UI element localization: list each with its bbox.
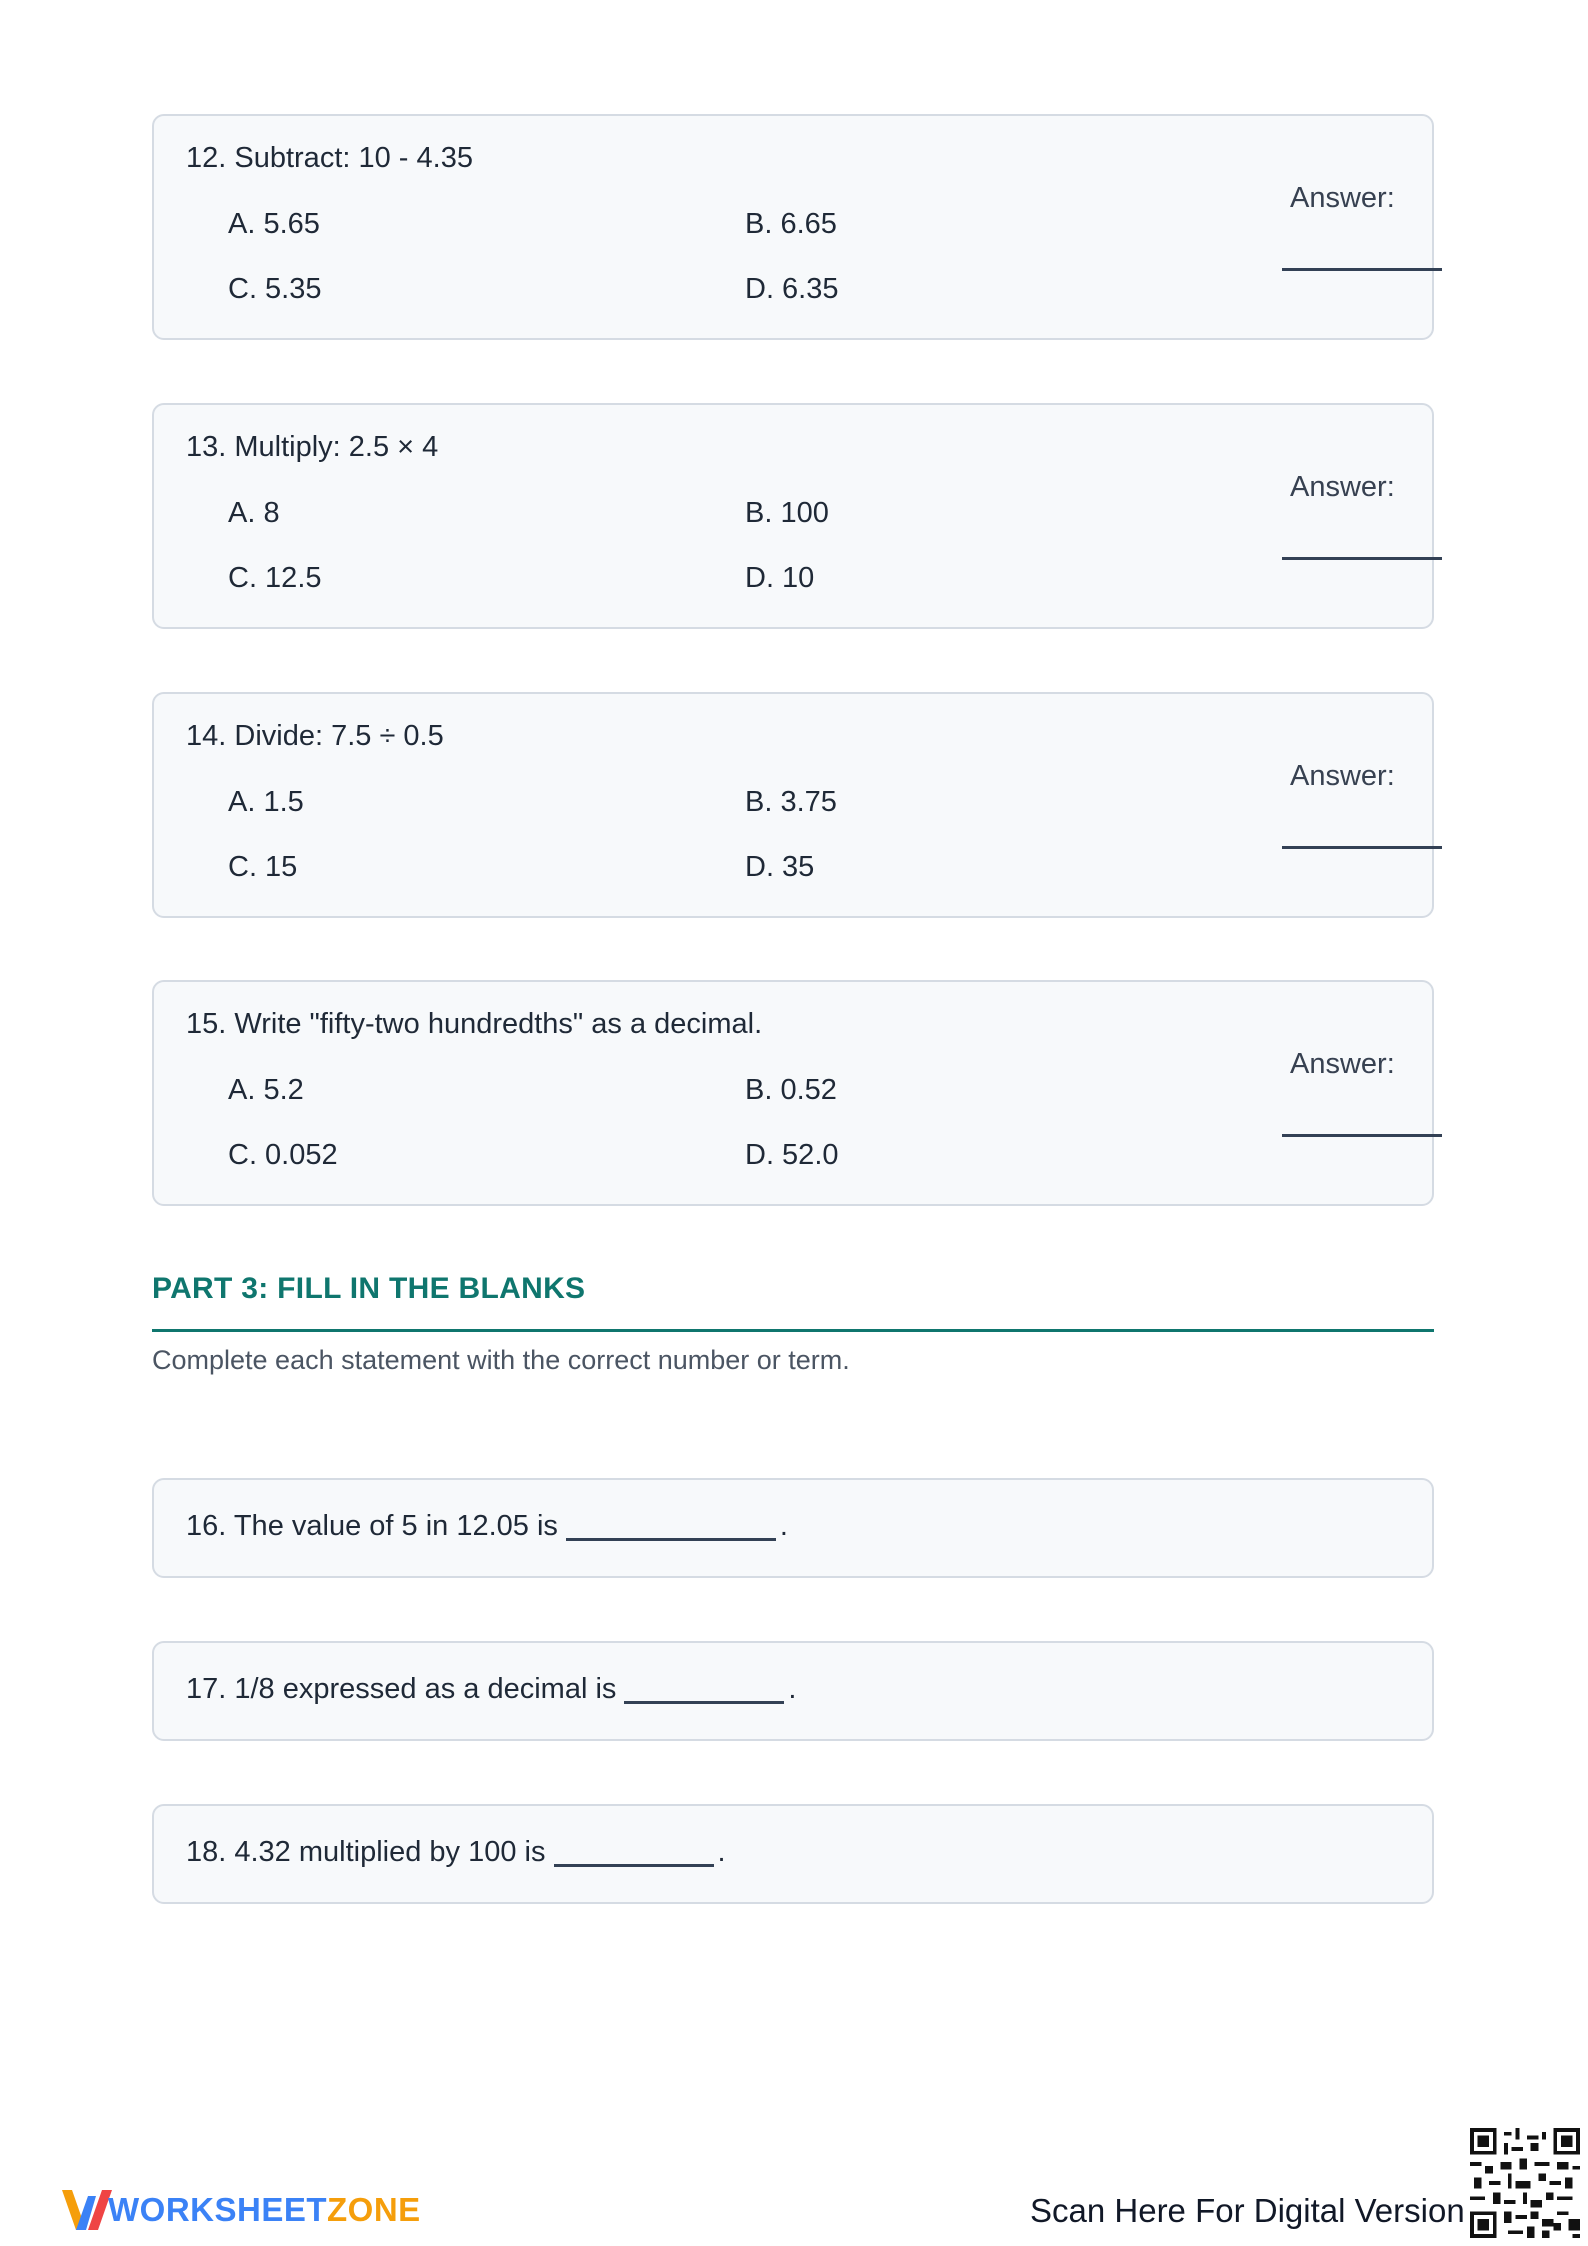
- statement-end: .: [779, 1510, 788, 1542]
- option-b[interactable]: B. 6.65: [745, 208, 837, 240]
- option-d[interactable]: D. 35: [745, 851, 815, 883]
- section-title: PART 3: FILL IN THE BLANKS: [152, 1272, 586, 1305]
- fill-blank-card-17: [152, 1641, 1434, 1741]
- option-a[interactable]: A. 8: [228, 497, 280, 529]
- statement-text: 18. 4.32 multiplied by 100 is: [186, 1836, 546, 1868]
- option-b[interactable]: B. 100: [745, 497, 829, 529]
- option-d[interactable]: D. 10: [745, 562, 815, 594]
- option-c[interactable]: C. 5.35: [228, 273, 322, 305]
- question-text: 15. Write "fifty-two hundredths" as a decimal.: [186, 1008, 763, 1040]
- option-d[interactable]: D. 52.0: [745, 1139, 839, 1171]
- question-text: 12. Subtract: 10 - 4.35: [186, 142, 473, 174]
- statement-text: 17. 1/8 expressed as a decimal is: [186, 1673, 617, 1705]
- answer-blank[interactable]: [1282, 557, 1442, 560]
- answer-blank[interactable]: [624, 1675, 784, 1704]
- question-card-12: [152, 114, 1434, 340]
- option-d[interactable]: D. 6.35: [745, 273, 839, 305]
- answer-blank[interactable]: [1282, 268, 1442, 271]
- answer-blank[interactable]: [566, 1512, 776, 1541]
- answer-blank[interactable]: [554, 1838, 714, 1867]
- answer-blank[interactable]: [1282, 1134, 1442, 1137]
- answer-label: Answer:: [1290, 471, 1395, 503]
- answer-label: Answer:: [1290, 760, 1395, 792]
- question-text: 14. Divide: 7.5 ÷ 0.5: [186, 720, 444, 752]
- fill-blank-card-16: [152, 1478, 1434, 1578]
- brand-part2: ZONE: [327, 2191, 421, 2228]
- option-c[interactable]: C. 0.052: [228, 1139, 338, 1171]
- statement-text: 16. The value of 5 in 12.05 is: [186, 1510, 558, 1542]
- qr-code-icon[interactable]: [1470, 2128, 1580, 2238]
- brand-wordmark: [108, 2191, 421, 2229]
- question-card-13: [152, 403, 1434, 629]
- statement-end: .: [717, 1836, 726, 1868]
- option-c[interactable]: C. 15: [228, 851, 298, 883]
- fill-blank-card-18: [152, 1804, 1434, 1904]
- option-c[interactable]: C. 12.5: [228, 562, 322, 594]
- question-card-14: [152, 692, 1434, 918]
- section-instructions: Complete each statement with the correct number or term.: [152, 1345, 850, 1375]
- option-a[interactable]: A. 5.65: [228, 208, 320, 240]
- statement-end: .: [788, 1673, 797, 1705]
- question-card-15: [152, 980, 1434, 1206]
- brand-part1: WORKSHEET: [108, 2191, 327, 2228]
- section-divider: [152, 1329, 1434, 1332]
- option-a[interactable]: A. 1.5: [228, 786, 304, 818]
- option-b[interactable]: B. 3.75: [745, 786, 837, 818]
- statement: [186, 1673, 796, 1706]
- answer-label: Answer:: [1290, 1048, 1395, 1080]
- answer-label: Answer:: [1290, 182, 1395, 214]
- question-text: 13. Multiply: 2.5 × 4: [186, 431, 439, 463]
- statement: [186, 1510, 788, 1543]
- option-b[interactable]: B. 0.52: [745, 1074, 837, 1106]
- option-a[interactable]: A. 5.2: [228, 1074, 304, 1106]
- scan-text: Scan Here For Digital Version: [1030, 2192, 1465, 2229]
- answer-blank[interactable]: [1282, 846, 1442, 849]
- statement: [186, 1836, 726, 1869]
